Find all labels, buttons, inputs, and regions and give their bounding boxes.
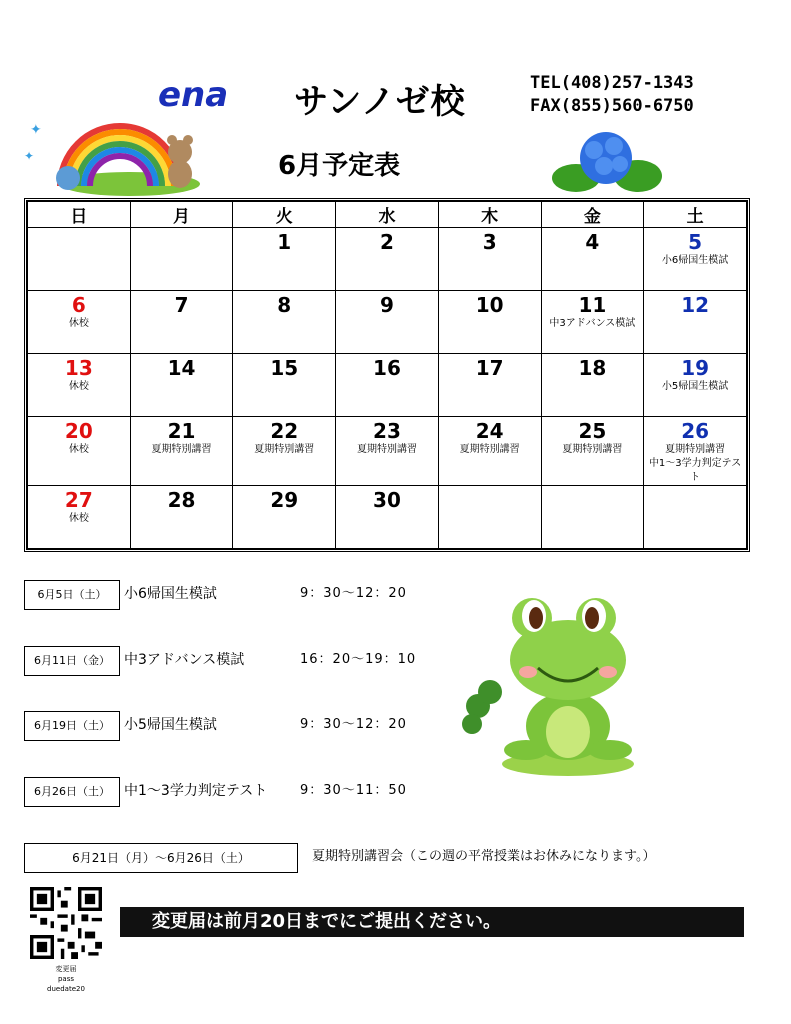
weekday-header-row (28, 202, 747, 228)
day-event-note: 夏期特別講習 (356, 444, 417, 455)
schedule-date: 6月19日（土） (24, 711, 120, 741)
schedule-time: 9：30～12：20 (300, 586, 407, 601)
summer-course-text: 夏期特別講習会（この週の平常授業はお休みになります。） (312, 849, 656, 864)
page-title: 6月予定表 (278, 151, 401, 181)
calendar-day-cell (233, 354, 336, 417)
calendar-day-cell (28, 228, 131, 291)
schedule-time: 9：30～11：50 (300, 783, 407, 798)
calendar-day-cell (438, 228, 541, 291)
day-number: 2 (380, 230, 394, 254)
day-number (131, 228, 233, 230)
day-event-note: 休校 (68, 318, 89, 329)
day-event-note: 夏期特別講習 (459, 444, 520, 455)
monthly-calendar (24, 198, 750, 552)
day-number: 27 (64, 488, 93, 512)
svg-text:ena: ena (158, 80, 229, 110)
qr-caption-line: duedate20 (47, 985, 85, 993)
day-number: 20 (64, 419, 93, 443)
day-number: 9 (380, 293, 394, 317)
calendar-day-cell (233, 291, 336, 354)
day-number: 29 (270, 488, 299, 512)
weekday-header: 日 (28, 202, 131, 228)
calendar-table (27, 201, 747, 549)
calendar-week-row (28, 291, 747, 354)
calendar-day-cell (541, 417, 644, 486)
calendar-day-cell (541, 228, 644, 291)
day-event-note: 休校 (68, 381, 89, 392)
day-number: 5 (688, 230, 703, 254)
day-number: 3 (482, 230, 497, 254)
day-number: 17 (475, 356, 504, 380)
day-event-note: 夏期特別講習 (562, 444, 623, 455)
day-number: 4 (585, 230, 600, 254)
schedule-event-name: 小5帰国生模試 (124, 717, 217, 733)
day-number: 28 (167, 488, 196, 512)
day-number: 13 (64, 356, 93, 380)
day-number (439, 486, 541, 488)
contact-info (530, 72, 694, 118)
day-number: 22 (270, 419, 299, 443)
day-number: 18 (578, 356, 607, 380)
weekday-header: 木 (438, 202, 541, 228)
day-number: 19 (681, 356, 710, 380)
fax-number: FAX(855)560-6750 (530, 96, 694, 116)
calendar-day-cell (28, 354, 131, 417)
school-name: サンノゼ校 (294, 82, 466, 122)
schedule-date: 6月26日（土） (24, 777, 120, 807)
calendar-day-cell (130, 354, 233, 417)
calendar-week-row (28, 417, 747, 486)
qr-caption-line: pass (57, 975, 75, 983)
calendar-day-cell (438, 354, 541, 417)
svg-text:✦: ✦ (30, 122, 42, 138)
calendar-day-cell (644, 291, 747, 354)
calendar-day-cell (644, 354, 747, 417)
calendar-day-cell (28, 486, 131, 549)
calendar-day-cell (130, 228, 233, 291)
calendar-day-cell (233, 228, 336, 291)
day-event-note: 休校 (68, 444, 89, 455)
calendar-day-cell (130, 417, 233, 486)
qr-caption (30, 964, 102, 994)
day-number: 16 (373, 356, 401, 380)
weekday-header: 火 (233, 202, 336, 228)
calendar-week-row (28, 228, 747, 291)
hydrangea-illustration (548, 128, 664, 198)
weekday-header: 月 (130, 202, 233, 228)
calendar-week-row (28, 354, 747, 417)
notice-banner: 変更届は前月20日までにご提出ください。 (120, 907, 744, 937)
day-number: 26 (681, 419, 710, 443)
summer-course-dates: 6月21日（月）～6月26日（土） (24, 843, 298, 873)
qr-caption-line: 変更届 (55, 965, 77, 973)
calendar-day-cell (438, 291, 541, 354)
tel-number: TEL(408)257-1343 (530, 73, 694, 93)
calendar-day-cell (644, 486, 747, 549)
day-event-note: 夏期特別講習 (254, 444, 315, 455)
weekday-header: 水 (336, 202, 439, 228)
calendar-day-cell (336, 417, 439, 486)
calendar-day-cell (644, 417, 747, 486)
day-number: 6 (71, 293, 86, 317)
calendar-day-cell (336, 228, 439, 291)
calendar-day-cell (438, 486, 541, 549)
schedule-event-name: 中3アドバンス模試 (124, 652, 245, 668)
day-number: 8 (277, 293, 292, 317)
day-number: 7 (174, 293, 189, 317)
schedule-time: 16：20～19：10 (300, 652, 417, 667)
calendar-day-cell (541, 354, 644, 417)
day-event-note: 小6帰国生模試 (661, 255, 729, 266)
calendar-day-cell (541, 486, 644, 549)
rainbow-bear-illustration (20, 116, 210, 198)
svg-text:✦: ✦ (24, 149, 35, 163)
calendar-day-cell (541, 291, 644, 354)
day-number: 25 (578, 419, 607, 443)
calendar-body (28, 228, 747, 549)
day-event-note: 休校 (68, 513, 89, 524)
day-event-note: 夏期特別講習 (151, 444, 212, 455)
day-number: 15 (270, 356, 299, 380)
day-number: 23 (373, 419, 401, 443)
calendar-day-cell (28, 417, 131, 486)
day-number (542, 486, 644, 488)
calendar-week-row (28, 486, 747, 549)
calendar-day-cell (336, 486, 439, 549)
schedule-date: 6月11日（金） (24, 646, 120, 676)
schedule-event-name: 中1～3学力判定テスト (124, 783, 268, 799)
day-number (644, 486, 746, 488)
day-number: 10 (475, 293, 504, 317)
day-event-note: 中3アドバンス模試 (549, 318, 636, 329)
calendar-day-cell (336, 291, 439, 354)
calendar-day-cell (233, 417, 336, 486)
calendar-day-cell (28, 291, 131, 354)
ena-logo (158, 80, 266, 110)
day-number (28, 228, 130, 230)
day-number: 24 (475, 419, 504, 443)
frog-illustration (460, 588, 640, 778)
calendar-day-cell (130, 291, 233, 354)
calendar-day-cell (438, 417, 541, 486)
schedule-event-name: 小6帰国生模試 (124, 586, 217, 602)
calendar-day-cell (336, 354, 439, 417)
day-event-note: 小5帰国生模試 (661, 381, 729, 392)
schedule-date: 6月5日（土） (24, 580, 120, 610)
schedule-time: 9：30～12：20 (300, 717, 407, 732)
day-number: 11 (578, 293, 607, 317)
day-number: 12 (681, 293, 710, 317)
day-number: 21 (167, 419, 196, 443)
calendar-day-cell (130, 486, 233, 549)
weekday-header: 金 (541, 202, 644, 228)
weekday-header: 土 (644, 202, 747, 228)
day-number: 30 (373, 488, 401, 512)
calendar-day-cell (233, 486, 336, 549)
day-number: 14 (167, 356, 196, 380)
qr-code[interactable] (30, 887, 102, 959)
day-event-note: 中1～3学力判定テスト (648, 458, 742, 483)
calendar-day-cell (644, 228, 747, 291)
day-number: 1 (277, 230, 292, 254)
day-event-note: 夏期特別講習 (665, 444, 726, 455)
